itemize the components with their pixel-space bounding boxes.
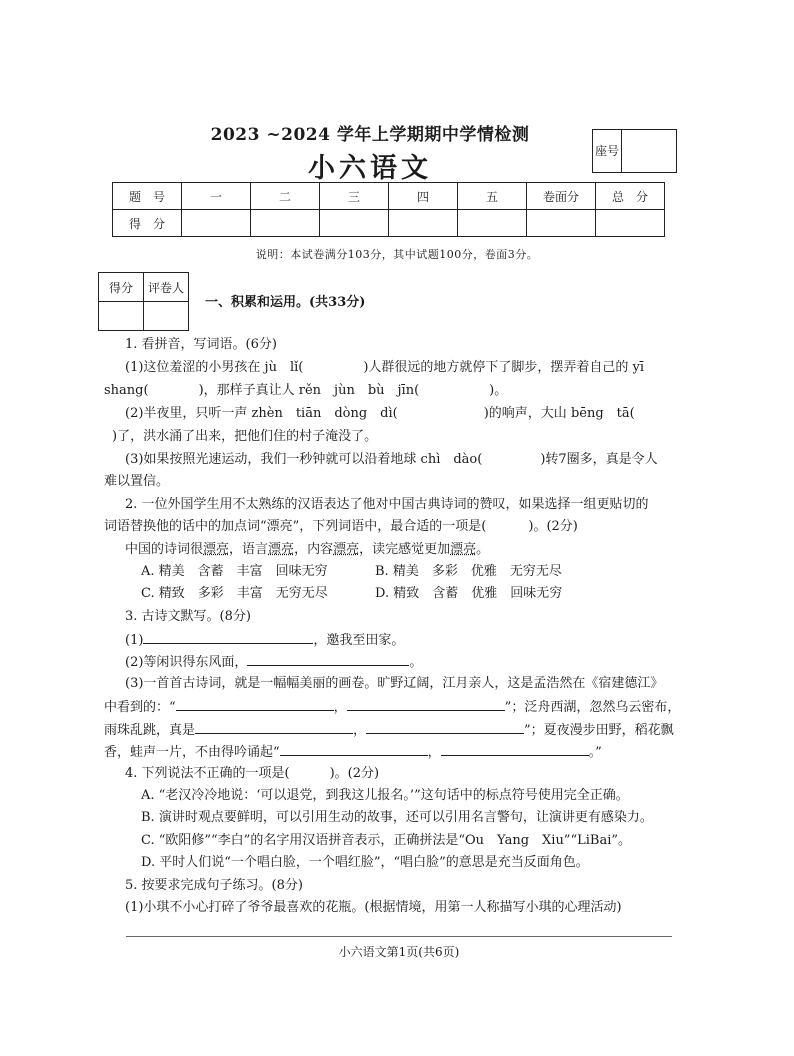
section-1-heading: 一、积累和运用。(共33分) bbox=[205, 295, 366, 310]
q2-line: 词语替换他的话中的加点词“漂亮”，下列词语中，最合适的一项是( )。(2分) bbox=[104, 519, 578, 534]
q1-line: (1)这位羞涩的小男孩在 jù lǐ( )人群很远的地方就停下了脚步，摆弄着自己的 yī bbox=[125, 360, 645, 375]
grader-score-cell[interactable] bbox=[99, 302, 144, 331]
grader-name-cell[interactable] bbox=[144, 302, 189, 331]
answer-blank[interactable] bbox=[247, 652, 409, 666]
grader-name-label: 评卷人 bbox=[144, 273, 189, 302]
q1-line: (3)如果按照光速运动，我们一秒钟就可以沿着地球 chì dào( )转7圈多，真是令人 bbox=[125, 452, 658, 467]
q3-line: (3)一首首古诗词，就是一幅幅美丽的画卷。旷野辽阔，江月亲人，这是孟浩然在《宿建德江》 bbox=[125, 676, 664, 691]
score-col: 四 bbox=[389, 183, 458, 210]
q1-title: 1. 看拼音，写词语。(6分) bbox=[125, 337, 277, 352]
answer-blank[interactable] bbox=[280, 742, 428, 756]
q4-title: 4. 下列说法不正确的一项是( )。(2分) bbox=[125, 766, 380, 781]
seat-label: 座号 bbox=[593, 130, 622, 173]
q3-line: (1) ，邀我至田家。 bbox=[125, 630, 404, 650]
q1-line: shang( )，那样子真让人 rěn jùn bù jīn( )。 bbox=[104, 383, 508, 398]
q2-option-d[interactable]: D. 精致 含蓄 优雅 回味无穷 bbox=[375, 586, 563, 601]
score-col: 总 分 bbox=[596, 183, 665, 210]
grader-box bbox=[98, 272, 189, 331]
q5-line: (1)小琪不小心打碎了爷爷最喜欢的花瓶。(根据情境，用第一人称描写小琪的心理活动) bbox=[125, 900, 622, 915]
score-header-row bbox=[113, 183, 665, 210]
exam-subject: 小六语文 bbox=[308, 153, 432, 184]
q4-option-a[interactable]: A. “老汉冷冷地说：‘可以退党，到我这儿报名。’”这句话中的标点符号使用完全正确。 bbox=[141, 788, 629, 803]
q1-line: )了，洪水涌了出来，把他们住的村子淹没了。 bbox=[112, 429, 378, 444]
score-col: 卷面分 bbox=[527, 183, 596, 210]
q2-option-a[interactable]: A. 精美 含蓄 丰富 回味无穷 bbox=[141, 564, 328, 579]
q4-option-b[interactable]: B. 演讲时观点要鲜明，可以引用生动的故事，还可以引用名言警句，让演讲更有感染力。 bbox=[141, 810, 653, 825]
footer-divider bbox=[126, 936, 672, 937]
score-cell[interactable] bbox=[251, 210, 320, 237]
q1-line: 难以置信。 bbox=[104, 474, 170, 489]
q5-title: 5. 按要求完成句子练习。(8分) bbox=[125, 878, 303, 893]
answer-blank[interactable] bbox=[347, 697, 505, 711]
answer-blank[interactable] bbox=[176, 697, 334, 711]
score-col: 一 bbox=[182, 183, 251, 210]
dotted-word: 漂亮 bbox=[333, 542, 360, 557]
exam-instructions: 说明：本试卷满分103分，其中试题100分，卷面3分。 bbox=[255, 248, 539, 261]
score-cell[interactable] bbox=[458, 210, 527, 237]
answer-blank[interactable] bbox=[195, 720, 353, 734]
score-cell[interactable] bbox=[389, 210, 458, 237]
q2-line: 2. 一位外国学生用不太熟练的汉语表达了他对中国古典诗词的赞叹，如果选择一组更贴切的 bbox=[125, 497, 649, 512]
score-col: 五 bbox=[458, 183, 527, 210]
score-cell[interactable] bbox=[596, 210, 665, 237]
q2-quote: 中国的诗词很漂亮，语言漂亮，内容漂亮，读完感觉更加漂亮。 bbox=[125, 542, 490, 557]
score-col: 三 bbox=[320, 183, 389, 210]
q4-option-c[interactable]: C. “欧阳修”“李白”的名字用汉语拼音表示，正确拼法是“Ou Yang Xiu”“LiBai”。 bbox=[141, 833, 632, 848]
score-col: 二 bbox=[251, 183, 320, 210]
q3-line: 香，蛙声一片，不由得吟诵起“ ， 。” bbox=[104, 742, 602, 762]
q1-line: (2)半夜里，只听一声 zhèn tiān dòng dì( )的响声，大山 bēng tā( bbox=[125, 406, 635, 421]
dotted-word: 漂亮 bbox=[268, 542, 295, 557]
score-cell[interactable] bbox=[182, 210, 251, 237]
score-table bbox=[112, 182, 665, 237]
dotted-word: 漂亮 bbox=[203, 542, 230, 557]
q3-line: (2)等闲识得东风面， 。 bbox=[125, 652, 422, 672]
q2-option-b[interactable]: B. 精美 多彩 优雅 无穷无尽 bbox=[375, 564, 562, 579]
seat-input[interactable] bbox=[622, 130, 677, 173]
seat-number-box bbox=[592, 129, 677, 173]
q3-title: 3. 古诗文默写。(8分) bbox=[125, 609, 251, 624]
page-footer: 小六语文第1页(共6页) bbox=[338, 945, 460, 959]
q2-option-c[interactable]: C. 精致 多彩 丰富 无穷无尽 bbox=[141, 586, 328, 601]
score-cell[interactable] bbox=[320, 210, 389, 237]
q3-line: 中看到的：“ ， ”；泛舟西湖，忽然乌云密布， bbox=[104, 697, 680, 717]
score-row-label: 得 分 bbox=[113, 210, 182, 237]
dotted-word: 漂亮 bbox=[450, 542, 477, 557]
answer-blank[interactable] bbox=[143, 630, 313, 644]
q4-option-d[interactable]: D. 平时人们说“一个唱白脸，一个唱红脸”，“唱白脸”的意思是充当反面角色。 bbox=[141, 855, 589, 870]
exam-title: 2023 ~2024 学年上学期期中学情检测 bbox=[210, 125, 530, 145]
score-cell[interactable] bbox=[527, 210, 596, 237]
q3-line: 雨珠乱跳，真是 ， ”；夏夜漫步田野，稻花飘 bbox=[104, 720, 674, 740]
answer-blank[interactable] bbox=[441, 742, 589, 756]
score-value-row bbox=[113, 210, 665, 237]
grader-score-label: 得分 bbox=[99, 273, 144, 302]
answer-blank[interactable] bbox=[366, 720, 524, 734]
score-col-label: 题 号 bbox=[113, 183, 182, 210]
